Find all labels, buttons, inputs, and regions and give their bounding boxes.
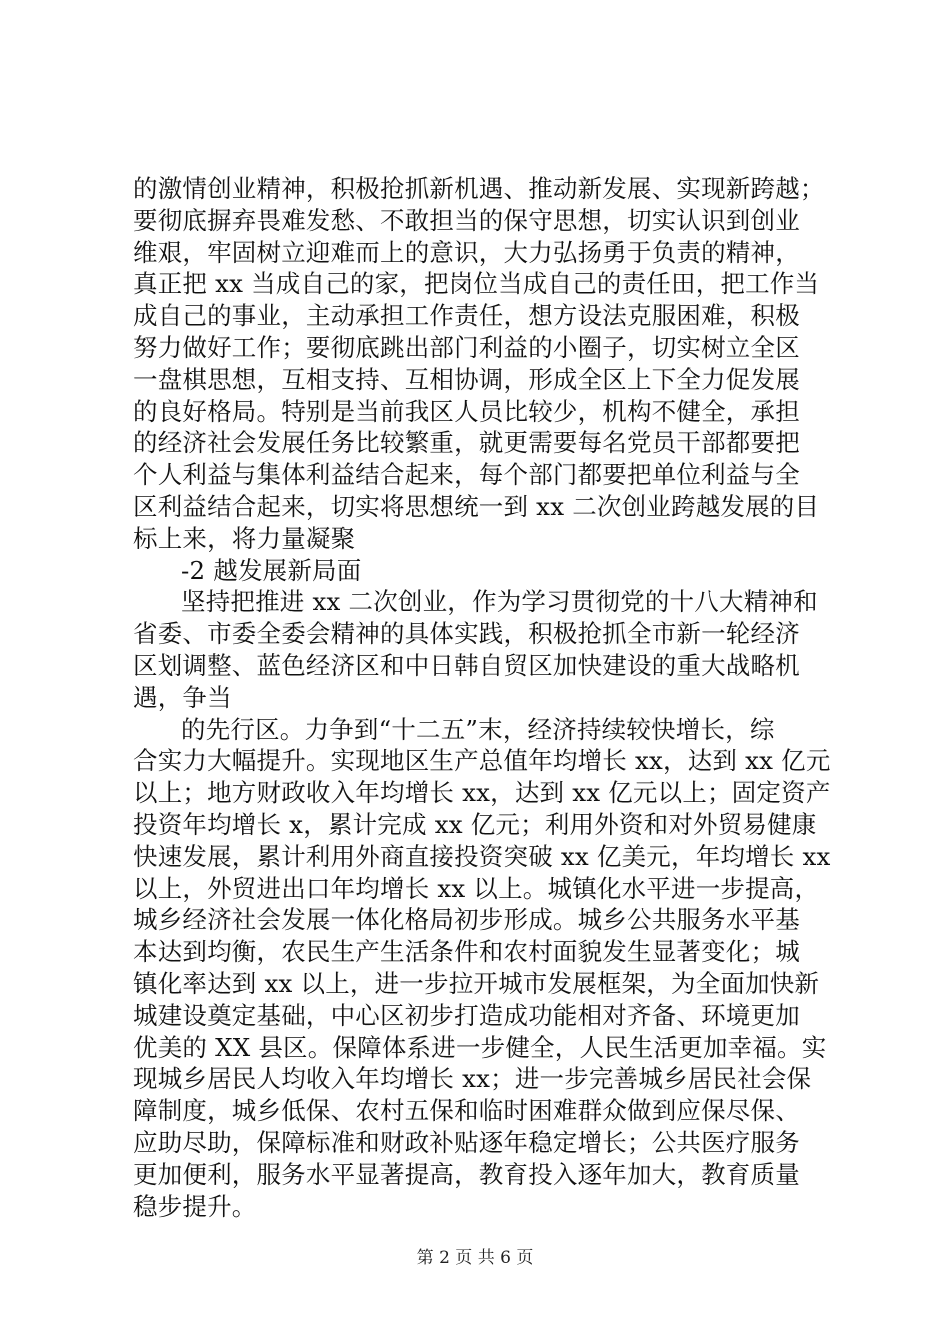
text-line: 区利益结合起来，切实将思想统一到 xx 二次创业跨越发展的目 [133,491,820,521]
text-line: 合实力大幅提升。实现地区生产总值年均增长 xx，达到 xx 亿元 [133,746,831,776]
text-line: 镇化率达到 xx 以上，进一步拉开城市发展框架，为全面加快新 [133,968,820,998]
text-line: 更加便利，服务水平显著提高，教育投入逐年加大，教育质量 [133,1159,800,1189]
text-line: -2 越发展新局面 [181,555,362,585]
text-line: 维艰，牢固树立迎难而上的意识，大力弘扬勇于负责的精神， [133,237,800,267]
text-line: 个人利益与集体利益结合起来，每个部门都要把单位利益与全 [133,460,800,490]
text-line: 真正把 xx 当成自己的家，把岗位当成自己的责任田，把工作当 [133,269,820,299]
text-line: 本达到均衡，农民生产生活条件和农村面貌发生显著变化；城 [133,937,800,967]
body-text [133,173,833,1222]
text-line: 稳步提升。 [133,1191,257,1221]
text-line: 以上，外贸进出口年均增长 xx 以上。城镇化水平进一步提高， [133,873,820,903]
text-line: 城乡经济社会发展一体化格局初步形成。城乡公共服务水平基 [133,905,800,935]
text-line: 成自己的事业，主动承担工作责任，想方设法克服困难，积极 [133,301,800,331]
text-line: 以上；地方财政收入年均增长 xx，达到 xx 亿元以上；固定资产 [133,778,831,808]
text-line: 快速发展，累计利用外商直接投资突破 xx 亿美元，年均增长 xx [133,841,831,871]
text-line: 的先行区。力争到“十二五”末，经济持续较快增长，综 [181,714,775,744]
text-line: 城建设奠定基础，中心区初步打造成功能相对齐备、环境更加 [133,1000,800,1030]
text-line: 努力做好工作；要彻底跳出部门利益的小圈子，切实树立全区 [133,332,800,362]
text-line: 应助尽助，保障标准和财政补贴逐年稳定增长；公共医疗服务 [133,1127,800,1157]
page-footer: 第 2 页 共 6 页 [416,1248,534,1268]
text-line: 的经济社会发展任务比较繁重，就更需要每名党员干部都要把 [133,428,800,458]
text-line: 的激情创业精神，积极抢抓新机遇、推动新发展、实现新跨越； [133,174,825,203]
text-line: 遇，争当 [133,682,232,712]
text-line: 障制度，城乡低保、农村五保和临时困难群众做到应保尽保、 [133,1096,800,1126]
text-line: 区划调整、蓝色经济区和中日韩自贸区加快建设的重大战略机 [133,650,800,680]
text-line: 省委、市委全委会精神的具体实践，积极抢抓全市新一轮经济 [133,619,800,649]
text-line: 现城乡居民人均收入年均增长 xx；进一步完善城乡居民社会保 [133,1064,812,1094]
text-line: 标上来，将力量凝聚 [133,523,356,553]
text-line: 的良好格局。特别是当前我区人员比较少，机构不健全，承担 [133,396,800,426]
text-line: 坚持把推进 xx 二次创业，作为学习贯彻党的十八大精神和 [181,587,818,617]
text-line: 要彻底摒弃畏难发愁、不敢担当的保守思想，切实认识到创业 [133,205,800,235]
text-line: 优美的 XX 县区。保障体系进一步健全，人民生活更加幸福。实 [133,1032,827,1062]
text-line: 一盘棋思想，互相支持、互相协调，形成全区上下全力促发展 [133,364,800,394]
text-line: 投资年均增长 x，累计完成 xx 亿元；利用外资和对外贸易健康 [133,809,817,839]
